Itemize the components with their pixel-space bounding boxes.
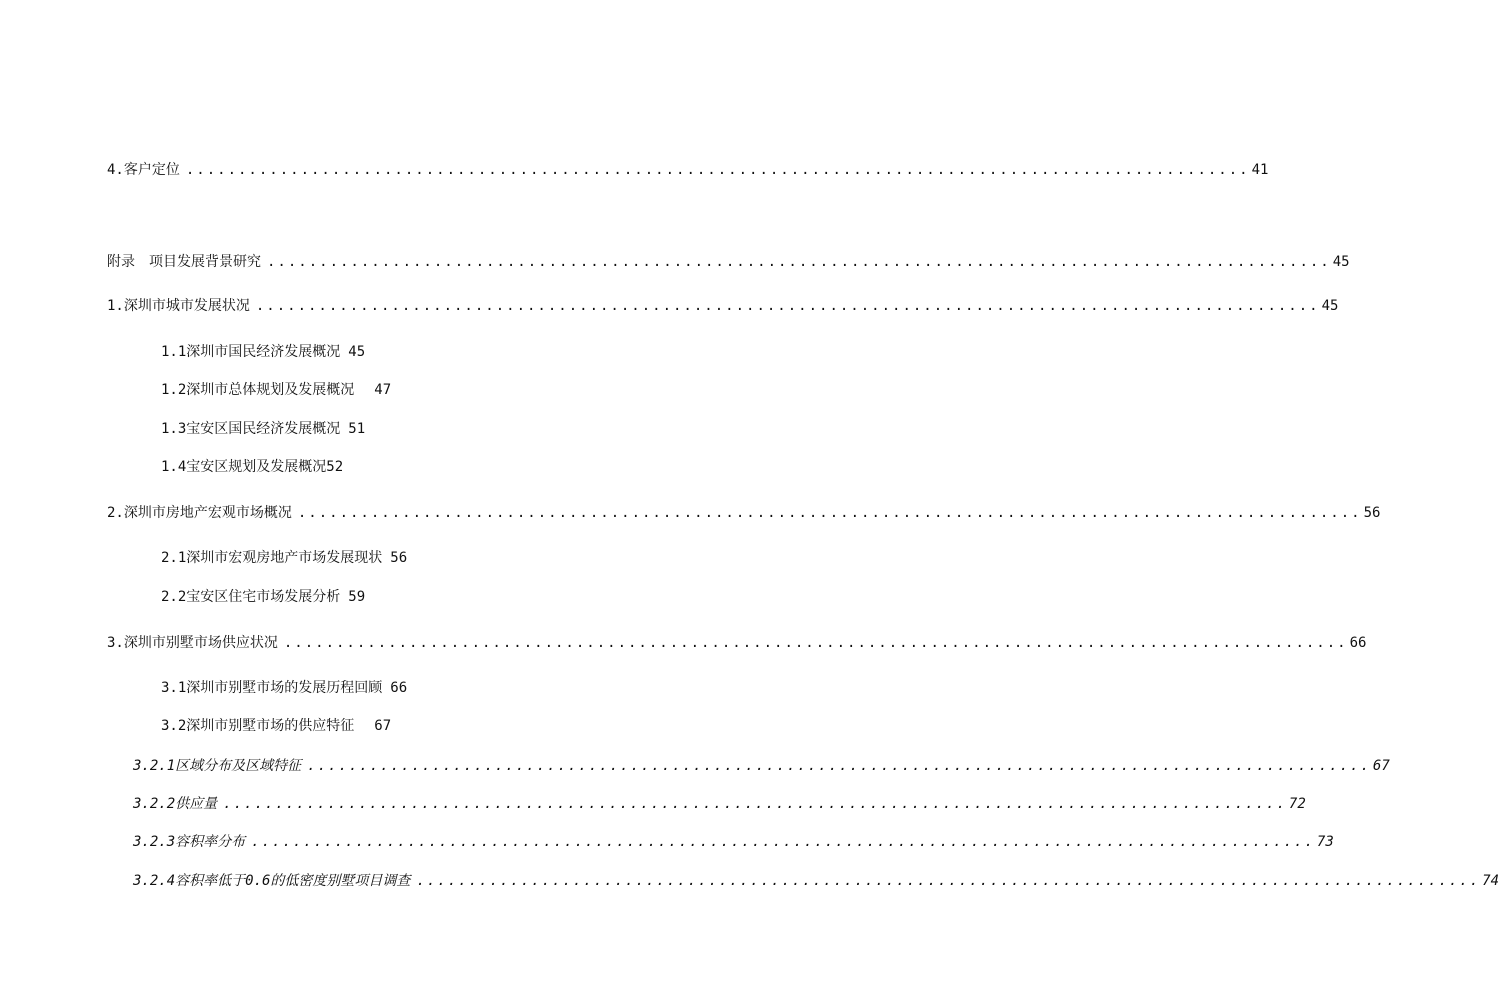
toc-entry[interactable] bbox=[161, 678, 407, 698]
toc-page-number: 72 bbox=[1288, 796, 1306, 812]
toc-page-number: 52 bbox=[326, 459, 344, 475]
toc-page-number: 47 bbox=[374, 382, 392, 398]
toc-dot-leader: ...................................................................................................... bbox=[297, 505, 1362, 521]
toc-entry-label: 1.深圳市城市发展状况 bbox=[107, 298, 250, 314]
toc-entry-label: 3.2.1区域分布及区域特征 bbox=[133, 758, 302, 774]
toc-entry[interactable] bbox=[161, 342, 365, 362]
toc-entry-label: 1.3宝安区国民经济发展概况 bbox=[161, 421, 341, 437]
toc-page-number: 51 bbox=[348, 421, 366, 437]
toc-page-number: 66 bbox=[1349, 635, 1367, 651]
toc-page-number: 67 bbox=[374, 718, 392, 734]
toc-entry-label: 4.客户定位 bbox=[107, 162, 180, 178]
toc-entry[interactable] bbox=[161, 587, 365, 607]
toc-entry-label: 1.2深圳市总体规划及发展概况 bbox=[161, 382, 355, 398]
toc-entry[interactable] bbox=[133, 832, 1334, 852]
toc-entry-label: 1.1深圳市国民经济发展概况 bbox=[161, 344, 341, 360]
toc-entry[interactable] bbox=[107, 633, 1367, 653]
toc-entry-label: 3.深圳市别墅市场供应状况 bbox=[107, 635, 278, 651]
toc-entry-label: 2.1深圳市宏观房地产市场发展现状 bbox=[161, 550, 383, 566]
toc-entry-label: 附录 项目发展背景研究 bbox=[107, 254, 261, 270]
toc-entry[interactable] bbox=[161, 457, 343, 477]
toc-dot-leader: ...................................................................................................... bbox=[307, 758, 1371, 774]
toc-page-number: 67 bbox=[1372, 758, 1390, 774]
toc-entry-label: 3.2.4容积率低于0.6的低密度别墅项目调查 bbox=[133, 873, 411, 889]
toc-entry[interactable] bbox=[161, 716, 391, 736]
toc-entry[interactable] bbox=[161, 548, 407, 568]
toc-page-number: 45 bbox=[348, 344, 366, 360]
toc-page-number: 59 bbox=[348, 589, 366, 605]
toc-entry[interactable] bbox=[107, 296, 1339, 316]
toc-page-number: 56 bbox=[390, 550, 408, 566]
toc-entry[interactable] bbox=[161, 380, 391, 400]
toc-page-number: 45 bbox=[1332, 254, 1350, 270]
toc-dot-leader: ...................................................................................................... bbox=[185, 162, 1250, 178]
toc-entry-label: 3.2深圳市别墅市场的供应特征 bbox=[161, 718, 355, 734]
toc-page-number: 74 bbox=[1482, 873, 1499, 889]
toc-page-number: 73 bbox=[1316, 834, 1334, 850]
toc-entry[interactable] bbox=[107, 503, 1381, 523]
toc-dot-leader: ...................................................................................................... bbox=[223, 796, 1287, 812]
toc-dot-leader: ...................................................................................................... bbox=[267, 254, 1331, 270]
toc-entry-label: 3.2.2供应量 bbox=[133, 796, 218, 812]
toc-dot-leader: ...................................................................................................... bbox=[416, 873, 1481, 889]
toc-entry-label: 3.1深圳市别墅市场的发展历程回顾 bbox=[161, 680, 383, 696]
toc-dot-leader: ...................................................................................................... bbox=[283, 635, 1348, 651]
toc-entry-label: 1.4宝安区规划及发展概况 bbox=[161, 459, 327, 475]
toc-entry-label: 3.2.3容积率分布 bbox=[133, 834, 246, 850]
toc-entry[interactable] bbox=[133, 756, 1390, 776]
toc-page-number: 45 bbox=[1321, 298, 1339, 314]
toc-dot-leader: ...................................................................................................... bbox=[251, 834, 1315, 850]
toc-entry[interactable] bbox=[161, 419, 365, 439]
toc-entry[interactable] bbox=[107, 252, 1350, 272]
toc-page-number: 41 bbox=[1251, 162, 1269, 178]
toc-page-number: 66 bbox=[390, 680, 408, 696]
toc-entry[interactable] bbox=[107, 160, 1269, 180]
toc-dot-leader: ...................................................................................................... bbox=[255, 298, 1320, 314]
toc-entry-label: 2.深圳市房地产宏观市场概况 bbox=[107, 505, 292, 521]
toc-entry[interactable] bbox=[133, 794, 1306, 814]
toc-page-number: 56 bbox=[1363, 505, 1381, 521]
toc-entry-label: 2.2宝安区住宅市场发展分析 bbox=[161, 589, 341, 605]
toc-entry[interactable] bbox=[133, 871, 1499, 891]
